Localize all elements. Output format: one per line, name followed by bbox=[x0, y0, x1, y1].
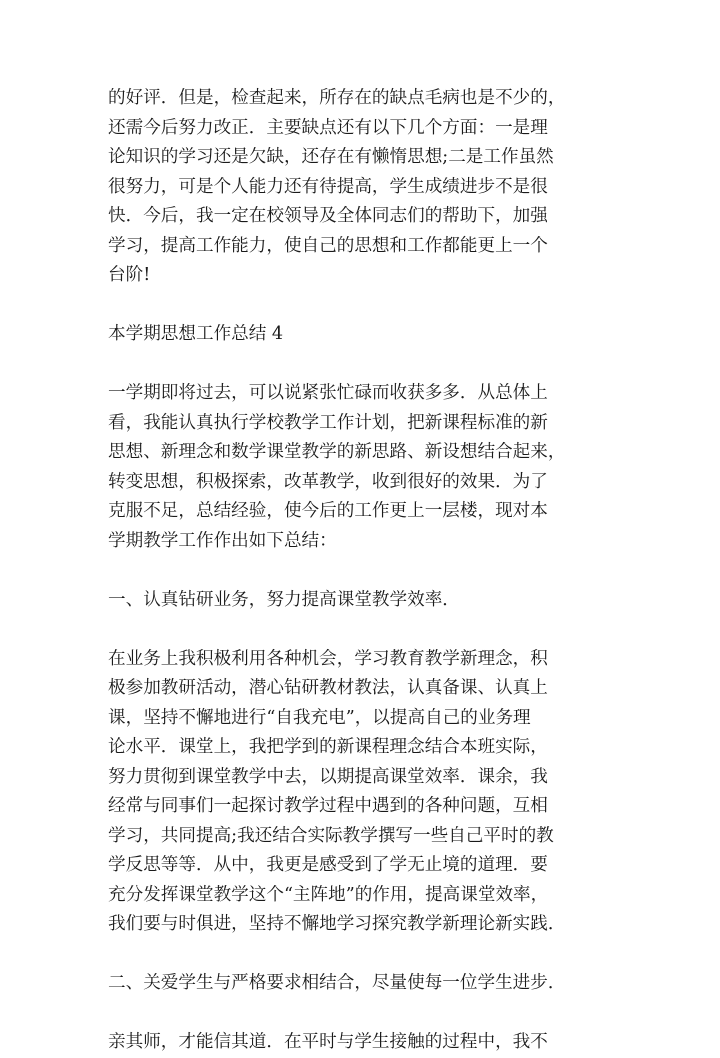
text-line: 学习，提高工作能力，使自己的思想和工作都能更上一个 bbox=[108, 235, 548, 256]
paragraph-spacer bbox=[108, 556, 628, 586]
heading-one-text: 一、认真钻研业务，努力提高课堂教学效率． bbox=[108, 589, 460, 610]
paragraph-spacer bbox=[108, 350, 628, 380]
text-line: 还需今后努力改正．主要缺点还有以下几个方面：一是理 bbox=[108, 117, 548, 138]
text-line: 在业务上我积极利用各种机会，学习教育教学新理念，积 bbox=[108, 648, 548, 669]
text-line: 课，坚持不懈地进行“自我充电”，以提高自己的业务理 bbox=[108, 707, 531, 728]
heading-two bbox=[108, 969, 628, 999]
heading-two-text: 二、关爱学生与严格要求相结合，尽量使每一位学生进步． bbox=[108, 973, 566, 993]
text-line: 努力贯彻到课堂教学中去，以期提高课堂效率．课余，我 bbox=[108, 766, 548, 787]
text-line: 台阶! bbox=[108, 265, 151, 285]
text-line: 极参加教研活动，潜心钻研教材教法，认真备课、认真上 bbox=[108, 678, 548, 698]
text-line: 的好评．但是，检查起来，所存在的缺点毛病也是不少的， bbox=[108, 88, 566, 108]
text-line: 一学期即将过去，可以说紧张忙碌而收获多多．从总体上 bbox=[108, 383, 548, 403]
text-line: 学习，共同提高;我还结合实际教学撰写一些自己平时的教 bbox=[108, 825, 554, 846]
paragraph-spacer bbox=[108, 615, 628, 645]
text-line: 快．今后，我一定在校领导及全体同志们的帮助下，加强 bbox=[108, 206, 548, 226]
text-line: 学期教学工作作出如下总结： bbox=[108, 530, 337, 551]
text-line: 很努力，可是个人能力还有待提高，学生成绩进步不是很 bbox=[108, 176, 548, 197]
text-line: 亲其师，才能信其道．在平时与学生接触的过程中，我不 bbox=[108, 1032, 548, 1052]
text-line: 充分发挥课堂教学这个“主阵地”的作用，提高课堂效率， bbox=[108, 884, 549, 905]
text-line: 论水平．课堂上，我把学到的新课程理念结合本班实际， bbox=[108, 737, 548, 757]
text-line: 经常与同事们一起探讨教学过程中遇到的各种问题，互相 bbox=[108, 796, 548, 816]
paragraph-spacer bbox=[108, 291, 628, 321]
section-title-text: 本学期思想工作总结 4 bbox=[108, 324, 284, 344]
paragraph-spacer bbox=[108, 940, 628, 970]
paragraph-continued bbox=[108, 84, 628, 291]
paragraph-two bbox=[108, 1028, 628, 1058]
document-body bbox=[108, 84, 628, 1058]
text-line: 学反思等等．从中，我更是感受到了学无止境的道理．要 bbox=[108, 855, 548, 875]
text-line: 看，我能认真执行学校教学工作计划，把新课程标准的新 bbox=[108, 412, 548, 433]
text-line: 克服不足，总结经验，使今后的工作更上一层楼，现对本 bbox=[108, 501, 548, 521]
text-line: 思想、新理念和数学课堂教学的新思路、新设想结合起来， bbox=[108, 442, 566, 462]
text-line: 转变思想，积极探索，改革教学，收到很好的效果．为了 bbox=[108, 471, 548, 492]
intro-paragraph bbox=[108, 379, 628, 556]
heading-one bbox=[108, 586, 628, 616]
paragraph-one bbox=[108, 645, 628, 940]
paragraph-spacer bbox=[108, 999, 628, 1029]
section-title bbox=[108, 320, 628, 350]
text-line: 我们要与时俱进，坚持不懈地学习探究教学新理论新实践． bbox=[108, 914, 566, 934]
text-line: 论知识的学习还是欠缺，还存在有懒惰思想;二是工作虽然 bbox=[108, 147, 554, 167]
